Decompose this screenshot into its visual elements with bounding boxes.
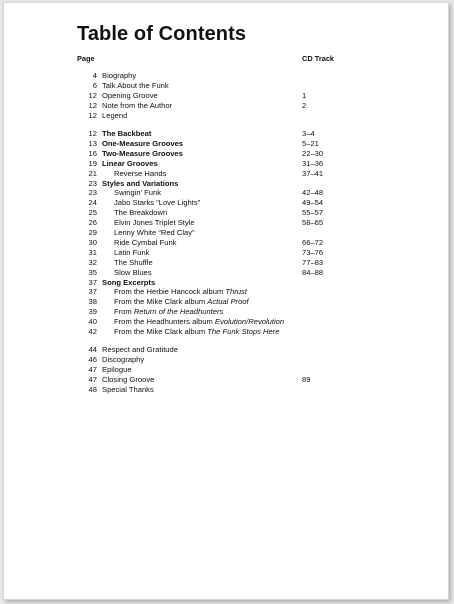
toc-page-number: 12 — [88, 110, 97, 120]
toc-entry — [4, 307, 448, 317]
toc-entry — [4, 365, 448, 375]
toc-entry — [4, 375, 448, 385]
toc-page-number: 47 — [88, 364, 97, 374]
toc-entry-title: Song Excerpts — [102, 277, 156, 287]
toc-page-number: 21 — [88, 168, 97, 178]
toc-page-number: 44 — [88, 345, 97, 354]
toc-page-number: 24 — [88, 198, 97, 208]
toc-cd-track: 58–65 — [302, 218, 324, 228]
toc-page-number: 12 — [88, 90, 97, 100]
toc-entry-title: Note from the Author — [102, 100, 173, 110]
toc-entry — [4, 179, 448, 189]
toc-page-number: 46 — [88, 354, 97, 364]
toc-entry-title: Linear Grooves — [102, 158, 158, 168]
toc-cd-track: 22–30 — [302, 148, 324, 158]
toc-entry-title: The Breakdown — [114, 208, 168, 218]
toc-cd-track: 55–57 — [302, 208, 324, 218]
cd-track-column-header: CD Track — [302, 54, 335, 63]
toc-entry — [4, 287, 448, 297]
toc-entry-title: One-Measure Grooves — [102, 138, 184, 148]
toc-entry-title: Closing Groove — [102, 374, 155, 384]
toc-entry-title: Respect and Gratitude — [102, 345, 178, 354]
toc-entry-title: Discography — [102, 354, 145, 364]
toc-entry — [4, 258, 448, 268]
toc-entry-title: Reverse Hands — [114, 168, 167, 178]
toc-entry — [4, 345, 448, 355]
toc-entry — [4, 385, 448, 395]
toc-page-number: 6 — [92, 80, 97, 90]
toc-entry — [4, 218, 448, 228]
toc-entry-title: Talk About the Funk — [102, 80, 169, 90]
toc-page-number: 32 — [88, 257, 97, 267]
toc-entry-title: Special Thanks — [102, 384, 154, 394]
toc-entry-title: Latin Funk — [114, 247, 150, 257]
page-column-header: Page — [77, 54, 95, 63]
toc-entry — [4, 278, 448, 288]
toc-entry — [4, 297, 448, 307]
toc-entry — [4, 355, 448, 365]
toc-cd-track: 84–88 — [302, 267, 324, 277]
toc-page-number: 30 — [88, 237, 97, 247]
toc-page-number: 37 — [88, 277, 97, 287]
toc-page-number: 42 — [88, 327, 97, 336]
toc-entry-title-italic: Thrust — [225, 287, 247, 297]
toc-entry — [4, 101, 448, 111]
toc-entry — [4, 327, 448, 337]
toc-entry-title: From the Headhunters album Evolution/Revolution — [114, 317, 285, 327]
toc-entry-title: Epilogue — [102, 364, 132, 374]
toc-entry — [4, 111, 448, 121]
toc-page-number: 31 — [88, 247, 97, 257]
toc-entry-title: Jabo Starks “Love Lights” — [114, 198, 201, 208]
toc-cd-track: 66–72 — [302, 237, 324, 247]
toc-page-number: 23 — [88, 188, 97, 198]
toc-entry-title-italic: Actual Proof — [207, 297, 249, 307]
toc-entry-title-italic: Evolution/Revolution — [214, 317, 285, 327]
toc-page-number: 25 — [88, 208, 97, 218]
toc-entry-title: Swingin' Funk — [114, 188, 162, 198]
toc-entry-title: Biography — [102, 71, 137, 80]
toc-entry-title: Two-Measure Grooves — [102, 148, 183, 158]
toc-entry — [4, 208, 448, 218]
toc-entry — [4, 228, 448, 238]
toc-entry — [4, 169, 448, 179]
toc-page-number: 16 — [88, 148, 97, 158]
toc-page-number: 13 — [88, 138, 97, 148]
toc-page-number: 26 — [88, 218, 97, 228]
toc-entry — [4, 159, 448, 169]
toc-entry — [4, 238, 448, 248]
toc-cd-track: 42–48 — [302, 188, 324, 198]
toc-page-number: 47 — [88, 374, 97, 384]
toc-entry-title: From the Mike Clark album The Funk Stops Here — [114, 327, 280, 336]
toc-page-number: 12 — [88, 129, 97, 138]
toc-entry — [4, 317, 448, 327]
toc-cd-track: 3–4 — [302, 129, 315, 138]
page-title: Table of Contents — [77, 23, 247, 45]
toc-entry-title: Lenny White “Red Clay” — [114, 228, 195, 237]
toc-entry-title: Elvin Jones Triplet Style — [114, 218, 195, 228]
toc-page-number: 19 — [88, 158, 97, 168]
toc-entry — [4, 81, 448, 91]
toc-entry — [4, 188, 448, 198]
toc-entry-title: The Backbeat — [102, 129, 152, 138]
toc-entry — [4, 198, 448, 208]
toc-page-number: 12 — [88, 100, 97, 110]
toc-page-number: 40 — [88, 317, 97, 327]
toc-entry — [4, 248, 448, 258]
toc-cd-track: 49–54 — [302, 198, 324, 208]
toc-entry — [4, 129, 448, 139]
toc-page-number: 35 — [88, 267, 97, 277]
toc-cd-track: 89 — [302, 374, 311, 384]
toc-entry-title: The Shuffle — [114, 257, 153, 267]
toc-entry-title-italic: Return of the Headhunters — [133, 307, 224, 317]
toc-entry-title: Opening Groove — [102, 90, 158, 100]
toc-cd-track: 31–36 — [302, 158, 324, 168]
toc-page-number: 48 — [88, 384, 97, 394]
toc-cd-track: 1 — [302, 90, 307, 100]
toc-entry — [4, 139, 448, 149]
toc-entry-title: From the Herbie Hancock album Thrust — [114, 287, 247, 297]
toc-cd-track: 37–41 — [302, 168, 324, 178]
toc-entry-title: From Return of the Headhunters — [114, 307, 224, 317]
toc-page-number: 23 — [88, 178, 97, 188]
toc-entry — [4, 149, 448, 159]
toc-cd-track: 2 — [302, 100, 307, 110]
toc-entry-title: Styles and Variations — [102, 178, 179, 188]
toc-entry — [4, 268, 448, 278]
toc-entry — [4, 71, 448, 81]
document-page — [3, 2, 449, 600]
toc-page-number: 38 — [88, 297, 97, 307]
toc-entry-title: Ride Cymbal Funk — [114, 237, 177, 247]
toc-entry-title: Legend — [102, 110, 128, 120]
toc-cd-track: 77–83 — [302, 257, 324, 267]
toc-cd-track: 73–76 — [302, 247, 324, 257]
toc-page-number: 29 — [88, 228, 97, 237]
toc-entry-title: Slow Blues — [114, 267, 152, 277]
toc-page-number: 4 — [92, 71, 97, 80]
toc-entry-title: From the Mike Clark album Actual Proof — [114, 297, 249, 307]
toc-cd-track: 5–21 — [302, 138, 319, 148]
toc-entry-title-italic: The Funk Stops Here — [207, 327, 280, 336]
toc-entry — [4, 91, 448, 101]
toc-page-number: 39 — [88, 307, 97, 317]
toc-page-number: 37 — [88, 287, 97, 297]
